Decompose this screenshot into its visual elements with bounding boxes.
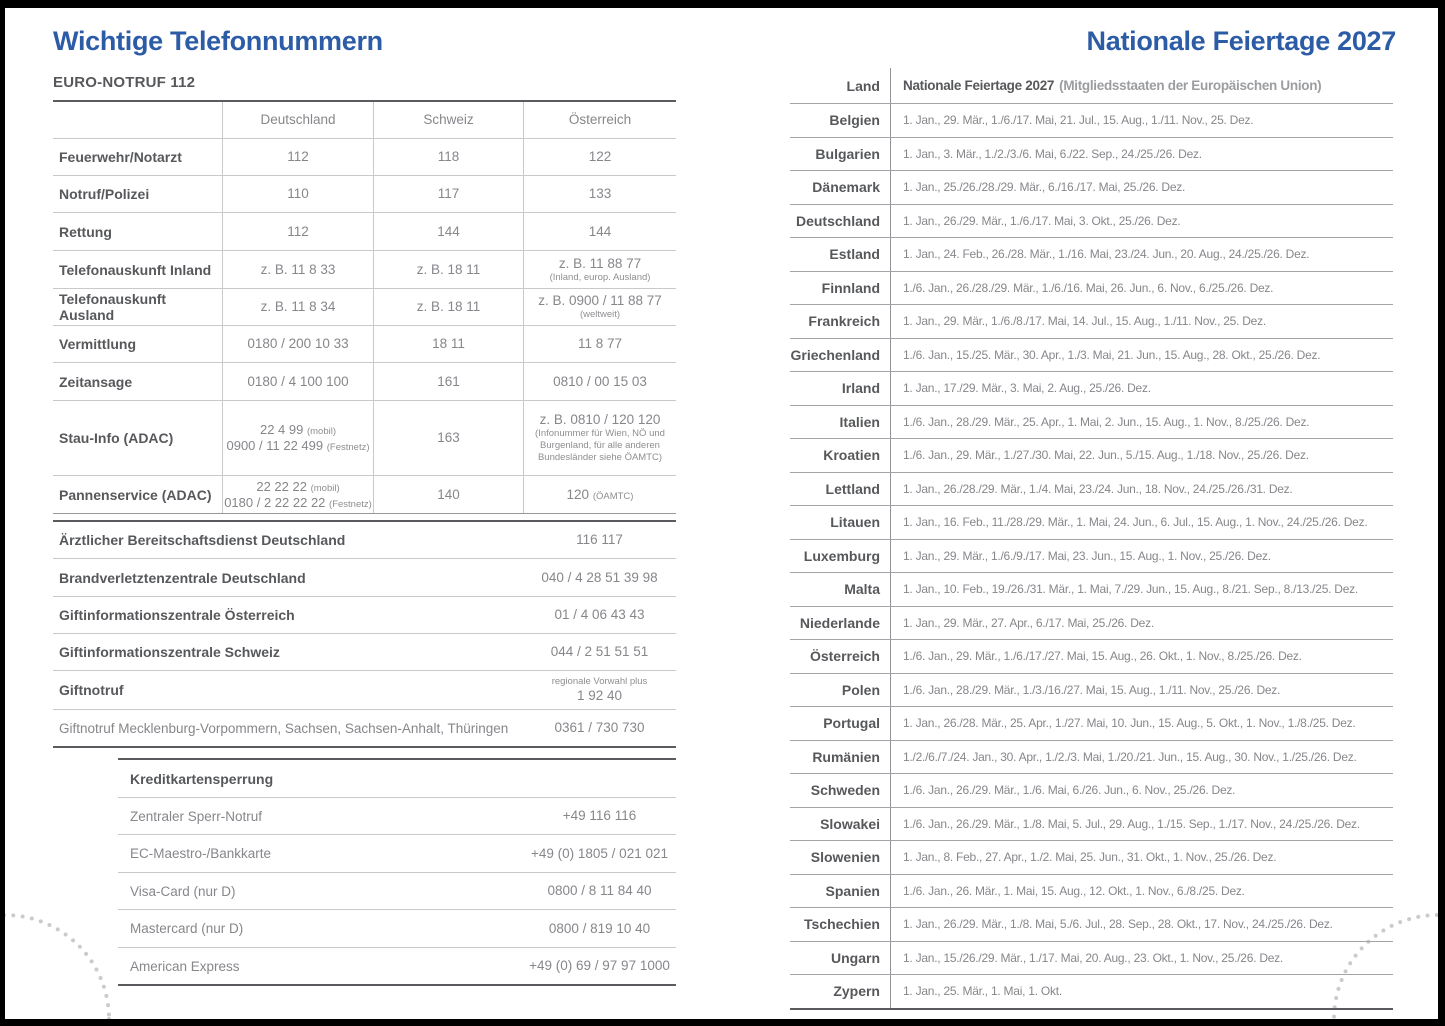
holiday-row bbox=[790, 305, 1393, 339]
holiday-country: Estland bbox=[790, 238, 891, 271]
holiday-dates: 1. Jan., 16. Feb., 11./28./29. Mär., 1. Mai, 24. Jun., 6. Jul., 15. Aug., 1. Nov., 24./25./26. Dez. bbox=[903, 515, 1368, 530]
cell-ch: z. B. 18 11 bbox=[373, 251, 523, 288]
row-value: 0800 / 8 11 84 40 bbox=[547, 883, 652, 898]
row-label: Zentraler Sperr-Notruf bbox=[130, 808, 263, 824]
holiday-row bbox=[790, 774, 1393, 808]
table-header-row bbox=[53, 102, 676, 138]
row-label: Stau-Info (ADAC) bbox=[59, 430, 174, 446]
cell-at: 11 8 77 bbox=[523, 326, 676, 362]
table-row bbox=[53, 709, 676, 746]
row-value: 044 / 2 51 51 51 bbox=[550, 644, 649, 660]
hotlines-table bbox=[53, 520, 676, 748]
section-heading: Kreditkartensperrung bbox=[130, 770, 274, 787]
holiday-dates: 1. Jan., 25. Mär., 1. Mai, 1. Okt. bbox=[903, 984, 1062, 999]
holiday-dates: 1./6. Jan., 15./25. Mär., 30. Apr., 1./3. Mai, 21. Jun., 15. Aug., 28. Okt., 25./26. Dez. bbox=[903, 347, 1321, 362]
holiday-dates: 1. Jan., 3. Mär., 1./2./3./6. Mai, 6./22. Sep., 24./25./26. Dez. bbox=[903, 146, 1202, 161]
table-row bbox=[53, 288, 676, 325]
table-header-row bbox=[790, 68, 1393, 104]
cell-de: z. B. 11 8 34 bbox=[222, 289, 373, 325]
row-label: Ärztlicher Bereitschaftsdienst Deutschland bbox=[59, 532, 346, 548]
row-label: Notruf/Polizei bbox=[59, 186, 150, 202]
land-header: Land bbox=[790, 68, 891, 103]
row-value: 0800 / 819 10 40 bbox=[548, 920, 651, 936]
row-value: 0361 / 730 730 bbox=[554, 720, 645, 736]
row-label: Rettung bbox=[59, 223, 112, 240]
holiday-row bbox=[790, 707, 1393, 741]
holiday-country: Griechenland bbox=[790, 339, 891, 372]
holiday-country: Belgien bbox=[790, 104, 891, 137]
page-title-right: Nationale Feiertage 2027 bbox=[1086, 26, 1396, 56]
holiday-dates: 1. Jan., 29. Mär., 27. Apr., 6./17. Mai, 25./26. Dez. bbox=[903, 615, 1154, 630]
holiday-country: Tschechien bbox=[790, 908, 891, 941]
row-label: American Express bbox=[130, 958, 240, 974]
cell-ch: 118 bbox=[373, 139, 523, 175]
holiday-dates: 1. Jan., 25./26./28./29. Mär., 6./16./17. Mai, 25./26. Dez. bbox=[903, 180, 1186, 195]
cell-ch: 18 11 bbox=[373, 326, 523, 362]
holiday-dates: 1. Jan., 29. Mär., 1./6./8./17. Mai, 14. Jul., 15. Aug., 1./11. Nov., 25. Dez. bbox=[903, 314, 1266, 329]
row-label: Mastercard (nur D) bbox=[130, 921, 244, 936]
holiday-country: Deutschland bbox=[790, 205, 891, 238]
holiday-dates: 1./6. Jan., 28./29. Mär., 25. Apr., 1. Mai, 2. Jun., 15. Aug., 1. Nov., 8./25./26. Dez. bbox=[903, 414, 1310, 429]
table-row bbox=[118, 909, 676, 947]
row-label: Telefonauskunft Ausland bbox=[59, 291, 167, 323]
holiday-country: Frankreich bbox=[790, 305, 891, 338]
holiday-dates: 1. Jan., 26./29. Mär., 1./8. Mai, 5./6. Jul., 28. Sep., 28. Okt., 17. Nov., 24./25./26. Dez. bbox=[903, 917, 1333, 932]
holiday-country: Österreich bbox=[790, 640, 891, 673]
row-value: regionale Vorwahl plus 1 92 40 bbox=[551, 676, 648, 703]
holiday-row bbox=[790, 640, 1393, 674]
row-value: +49 (0) 1805 / 021 021 bbox=[531, 845, 668, 861]
cell-at: 0810 / 00 15 03 bbox=[523, 363, 676, 400]
holiday-row bbox=[790, 272, 1393, 306]
row-label: Giftnotruf bbox=[59, 682, 124, 698]
cell-ch: z. B. 18 11 bbox=[373, 289, 523, 325]
holiday-row bbox=[790, 674, 1393, 708]
dotted-arc-left bbox=[5, 915, 109, 1019]
holiday-row bbox=[790, 875, 1393, 909]
cell-de: 22 22 22 (mobil) 0180 / 2 22 22 22 (Festnetz) bbox=[222, 476, 373, 513]
table-row bbox=[53, 138, 676, 175]
holiday-dates: 1./2./6./7./24. Jan., 30. Apr., 1./2./3. Mai, 1./20./21. Jun., 15. Aug., 30. Nov., 1./25./26. Dez. bbox=[903, 749, 1357, 764]
row-label: Pannenservice (ADAC) bbox=[59, 486, 212, 503]
holiday-country: Irland bbox=[790, 372, 891, 405]
holiday-row bbox=[790, 104, 1393, 138]
holiday-row bbox=[790, 406, 1393, 440]
cell-at: z. B. 0900 / 11 88 77 (weltweit) bbox=[523, 289, 676, 325]
holiday-dates: 1. Jan., 26./28. Mär., 25. Apr., 1./27. Mai, 10. Jun., 15. Aug., 5. Okt., 1. Nov., 1./8./25. Dez. bbox=[903, 716, 1356, 731]
holiday-dates: 1. Jan., 26./29. Mär., 1./6./17. Mai, 3. Okt., 25./26. Dez. bbox=[903, 213, 1181, 228]
col-header-schweiz: Schweiz bbox=[373, 102, 523, 138]
cell-ch: 161 bbox=[373, 363, 523, 400]
cell-at: 144 bbox=[523, 213, 676, 250]
holiday-row bbox=[790, 205, 1393, 239]
row-value: 116 117 bbox=[576, 532, 623, 548]
holiday-row bbox=[790, 238, 1393, 272]
table-row bbox=[53, 475, 676, 513]
holiday-country: Schweden bbox=[790, 774, 891, 807]
holiday-dates: 1. Jan., 29. Mär., 1./6./17. Mai, 21. Jul., 15. Aug., 1./11. Nov., 25. Dez. bbox=[903, 113, 1254, 128]
table-row bbox=[53, 175, 676, 212]
holiday-row bbox=[790, 942, 1393, 976]
holiday-dates: 1./6. Jan., 28./29. Mär., 1./3./16./27. Mai, 15. Aug., 1./11. Nov., 25./26. Dez. bbox=[903, 682, 1281, 697]
holiday-row bbox=[790, 573, 1393, 607]
row-label: Brandverletztenzentrale Deutschland bbox=[59, 569, 306, 586]
holiday-country: Ungarn bbox=[790, 942, 891, 975]
holiday-dates: 1. Jan., 10. Feb., 19./26./31. Mär., 1. Mai, 7./29. Jun., 15. Aug., 8./21. Sep., 8./13./25. Dez. bbox=[903, 582, 1358, 597]
cell-at: z. B. 11 88 77 (Inland, europ. Ausland) bbox=[523, 251, 676, 288]
holiday-row bbox=[790, 607, 1393, 641]
holiday-country: Kroatien bbox=[790, 439, 891, 472]
cell-de: 112 bbox=[222, 139, 373, 175]
row-label: Giftnotruf Mecklenburg-Vorpommern, Sachsen, Sachsen-Anhalt, Thüringen bbox=[59, 720, 509, 736]
holiday-dates: 1. Jan., 26./28./29. Mär., 1./4. Mai, 23./24. Jun., 18. Nov., 24./25./26./31. Dez. bbox=[903, 481, 1293, 496]
table-row bbox=[53, 522, 676, 558]
cell-de: 110 bbox=[222, 176, 373, 212]
table-row bbox=[53, 670, 676, 709]
holiday-dates: 1. Jan., 24. Feb., 26./28. Mär., 1./16. Mai, 23./24. Jun., 20. Aug., 24./25./26. Dez. bbox=[903, 247, 1310, 262]
holiday-country: Finnland bbox=[790, 272, 891, 305]
holiday-country: Slowenien bbox=[790, 841, 891, 874]
page-title-left: Wichtige Telefonnummern bbox=[53, 26, 383, 56]
holiday-country: Rumänien bbox=[790, 741, 891, 774]
holiday-dates: 1. Jan., 17./29. Mär., 3. Mai, 2. Aug., 25./26. Dez. bbox=[903, 381, 1151, 396]
empty-header-cell bbox=[53, 102, 222, 138]
holiday-country: Slowakei bbox=[790, 808, 891, 841]
holiday-country: Malta bbox=[790, 573, 891, 606]
cell-at: 120 (ÖAMTC) bbox=[523, 476, 676, 513]
table-row bbox=[53, 325, 676, 362]
row-label: Zeitansage bbox=[59, 373, 133, 390]
holiday-country: Polen bbox=[790, 674, 891, 707]
holiday-row bbox=[790, 138, 1393, 172]
row-value: +49 (0) 69 / 97 97 1000 bbox=[529, 958, 670, 973]
holiday-dates: 1./6. Jan., 26. Mär., 1. Mai, 15. Aug., 12. Okt., 1. Nov., 6./8./25. Dez. bbox=[903, 883, 1245, 898]
euro-notruf-heading: EURO-NOTRUF 112 bbox=[53, 74, 196, 91]
row-label: EC-Maestro-/Bankkarte bbox=[130, 846, 272, 861]
table-row bbox=[53, 212, 676, 250]
cell-at: 133 bbox=[523, 176, 676, 212]
holiday-dates: 1./6. Jan., 26./28./29. Mär., 1./6./16. Mai, 26. Jun., 6. Nov., 6./25./26. Dez. bbox=[903, 280, 1274, 295]
holiday-row bbox=[790, 540, 1393, 574]
cell-at: 122 bbox=[523, 139, 676, 175]
holiday-country: Zypern bbox=[790, 975, 891, 1008]
holiday-dates: 1./6. Jan., 29. Mär., 1./27./30. Mai, 22. Jun., 5./15. Aug., 1./18. Nov., 25./26. Dez. bbox=[903, 448, 1309, 463]
table-header-row bbox=[118, 760, 676, 797]
holiday-row bbox=[790, 339, 1393, 373]
holiday-country: Luxemburg bbox=[790, 540, 891, 573]
holiday-country: Portugal bbox=[790, 707, 891, 740]
holiday-country: Lettland bbox=[790, 473, 891, 506]
cell-ch: 117 bbox=[373, 176, 523, 212]
row-label: Feuerwehr/Notarzt bbox=[59, 149, 182, 165]
holiday-country: Italien bbox=[790, 406, 891, 439]
holiday-dates: 1. Jan., 15./26./29. Mär., 1./17. Mai, 20. Aug., 23. Okt., 1. Nov., 25./26. Dez. bbox=[903, 950, 1283, 965]
holiday-country: Dänemark bbox=[790, 171, 891, 204]
holiday-dates: 1./6. Jan., 29. Mär., 1./6./17./27. Mai, 15. Aug., 26. Okt., 1. Nov., 8./25./26. Dez. bbox=[903, 649, 1302, 664]
cell-de: 0180 / 4 100 100 bbox=[222, 363, 373, 400]
holiday-row bbox=[790, 975, 1393, 1010]
row-label: Giftinformationszentrale Schweiz bbox=[59, 644, 280, 660]
holiday-dates: 1. Jan., 29. Mär., 1./6./9./17. Mai, 23. Jun., 15. Aug., 1. Nov., 25./26. Dez. bbox=[903, 548, 1271, 563]
table-row bbox=[118, 872, 676, 909]
cell-ch: 163 bbox=[373, 401, 523, 475]
row-value: 01 / 4 06 43 43 bbox=[554, 607, 645, 623]
holidays-header: Nationale Feiertage 2027 (Mitgliedsstaaten der Europäischen Union) bbox=[903, 78, 1322, 93]
holiday-row bbox=[790, 506, 1393, 540]
table-row bbox=[118, 834, 676, 872]
holiday-row bbox=[790, 473, 1393, 507]
row-label: Vermittlung bbox=[59, 336, 137, 352]
planner-page bbox=[5, 8, 1438, 1019]
table-row bbox=[53, 558, 676, 596]
cell-ch: 140 bbox=[373, 476, 523, 513]
holiday-dates: 1./6. Jan., 26./29. Mär., 1./6. Mai, 6./26. Jun., 6. Nov., 25./26. Dez. bbox=[903, 783, 1236, 798]
holiday-row bbox=[790, 741, 1393, 775]
table-row bbox=[118, 797, 676, 834]
national-holidays-table bbox=[790, 68, 1393, 1010]
table-row bbox=[53, 633, 676, 670]
holiday-dates: 1./6. Jan., 26./29. Mär., 1./8. Mai, 5. Jul., 29. Aug., 1./15. Sep., 1./17. Nov., 24./25./26. Dez. bbox=[903, 816, 1360, 831]
col-header-deutschland: Deutschland bbox=[222, 102, 373, 138]
table-row bbox=[53, 400, 676, 475]
holiday-country: Spanien bbox=[790, 875, 891, 908]
holiday-country: Niederlande bbox=[790, 607, 891, 640]
cell-de: 112 bbox=[222, 213, 373, 250]
row-label: Giftinformationszentrale Österreich bbox=[59, 607, 295, 623]
holiday-row bbox=[790, 908, 1393, 942]
row-value: +49 116 116 bbox=[562, 808, 637, 823]
holiday-row bbox=[790, 841, 1393, 875]
holiday-country: Bulgarien bbox=[790, 138, 891, 171]
table-row bbox=[53, 250, 676, 288]
holiday-country: Litauen bbox=[790, 506, 891, 539]
col-header-oesterreich: Österreich bbox=[523, 102, 676, 138]
cell-de: 22 4 99 (mobil) 0900 / 11 22 499 (Festnetz) bbox=[222, 401, 373, 475]
row-label: Telefonauskunft Inland bbox=[59, 261, 212, 278]
table-row bbox=[53, 596, 676, 633]
cell-at: z. B. 0810 / 120 120 (Infonummer für Wien, NÖ und Burgenland, für alle anderen Bundesländer siehe ÖAMTC) bbox=[523, 401, 676, 475]
table-row bbox=[118, 947, 676, 984]
holiday-row bbox=[790, 808, 1393, 842]
holiday-row bbox=[790, 372, 1393, 406]
credit-card-blocking-table bbox=[118, 758, 676, 986]
table-row bbox=[53, 362, 676, 400]
row-label: Visa-Card (nur D) bbox=[130, 883, 236, 899]
cell-de: 0180 / 200 10 33 bbox=[222, 326, 373, 362]
emergency-numbers-table bbox=[53, 100, 676, 514]
holiday-dates: 1. Jan., 8. Feb., 27. Apr., 1./2. Mai, 25. Jun., 31. Okt., 1. Nov., 25./26. Dez. bbox=[903, 850, 1277, 865]
cell-de: z. B. 11 8 33 bbox=[222, 251, 373, 288]
row-value: 040 / 4 28 51 39 98 bbox=[541, 569, 658, 585]
holiday-row bbox=[790, 439, 1393, 473]
holiday-row bbox=[790, 171, 1393, 205]
cell-ch: 144 bbox=[373, 213, 523, 250]
